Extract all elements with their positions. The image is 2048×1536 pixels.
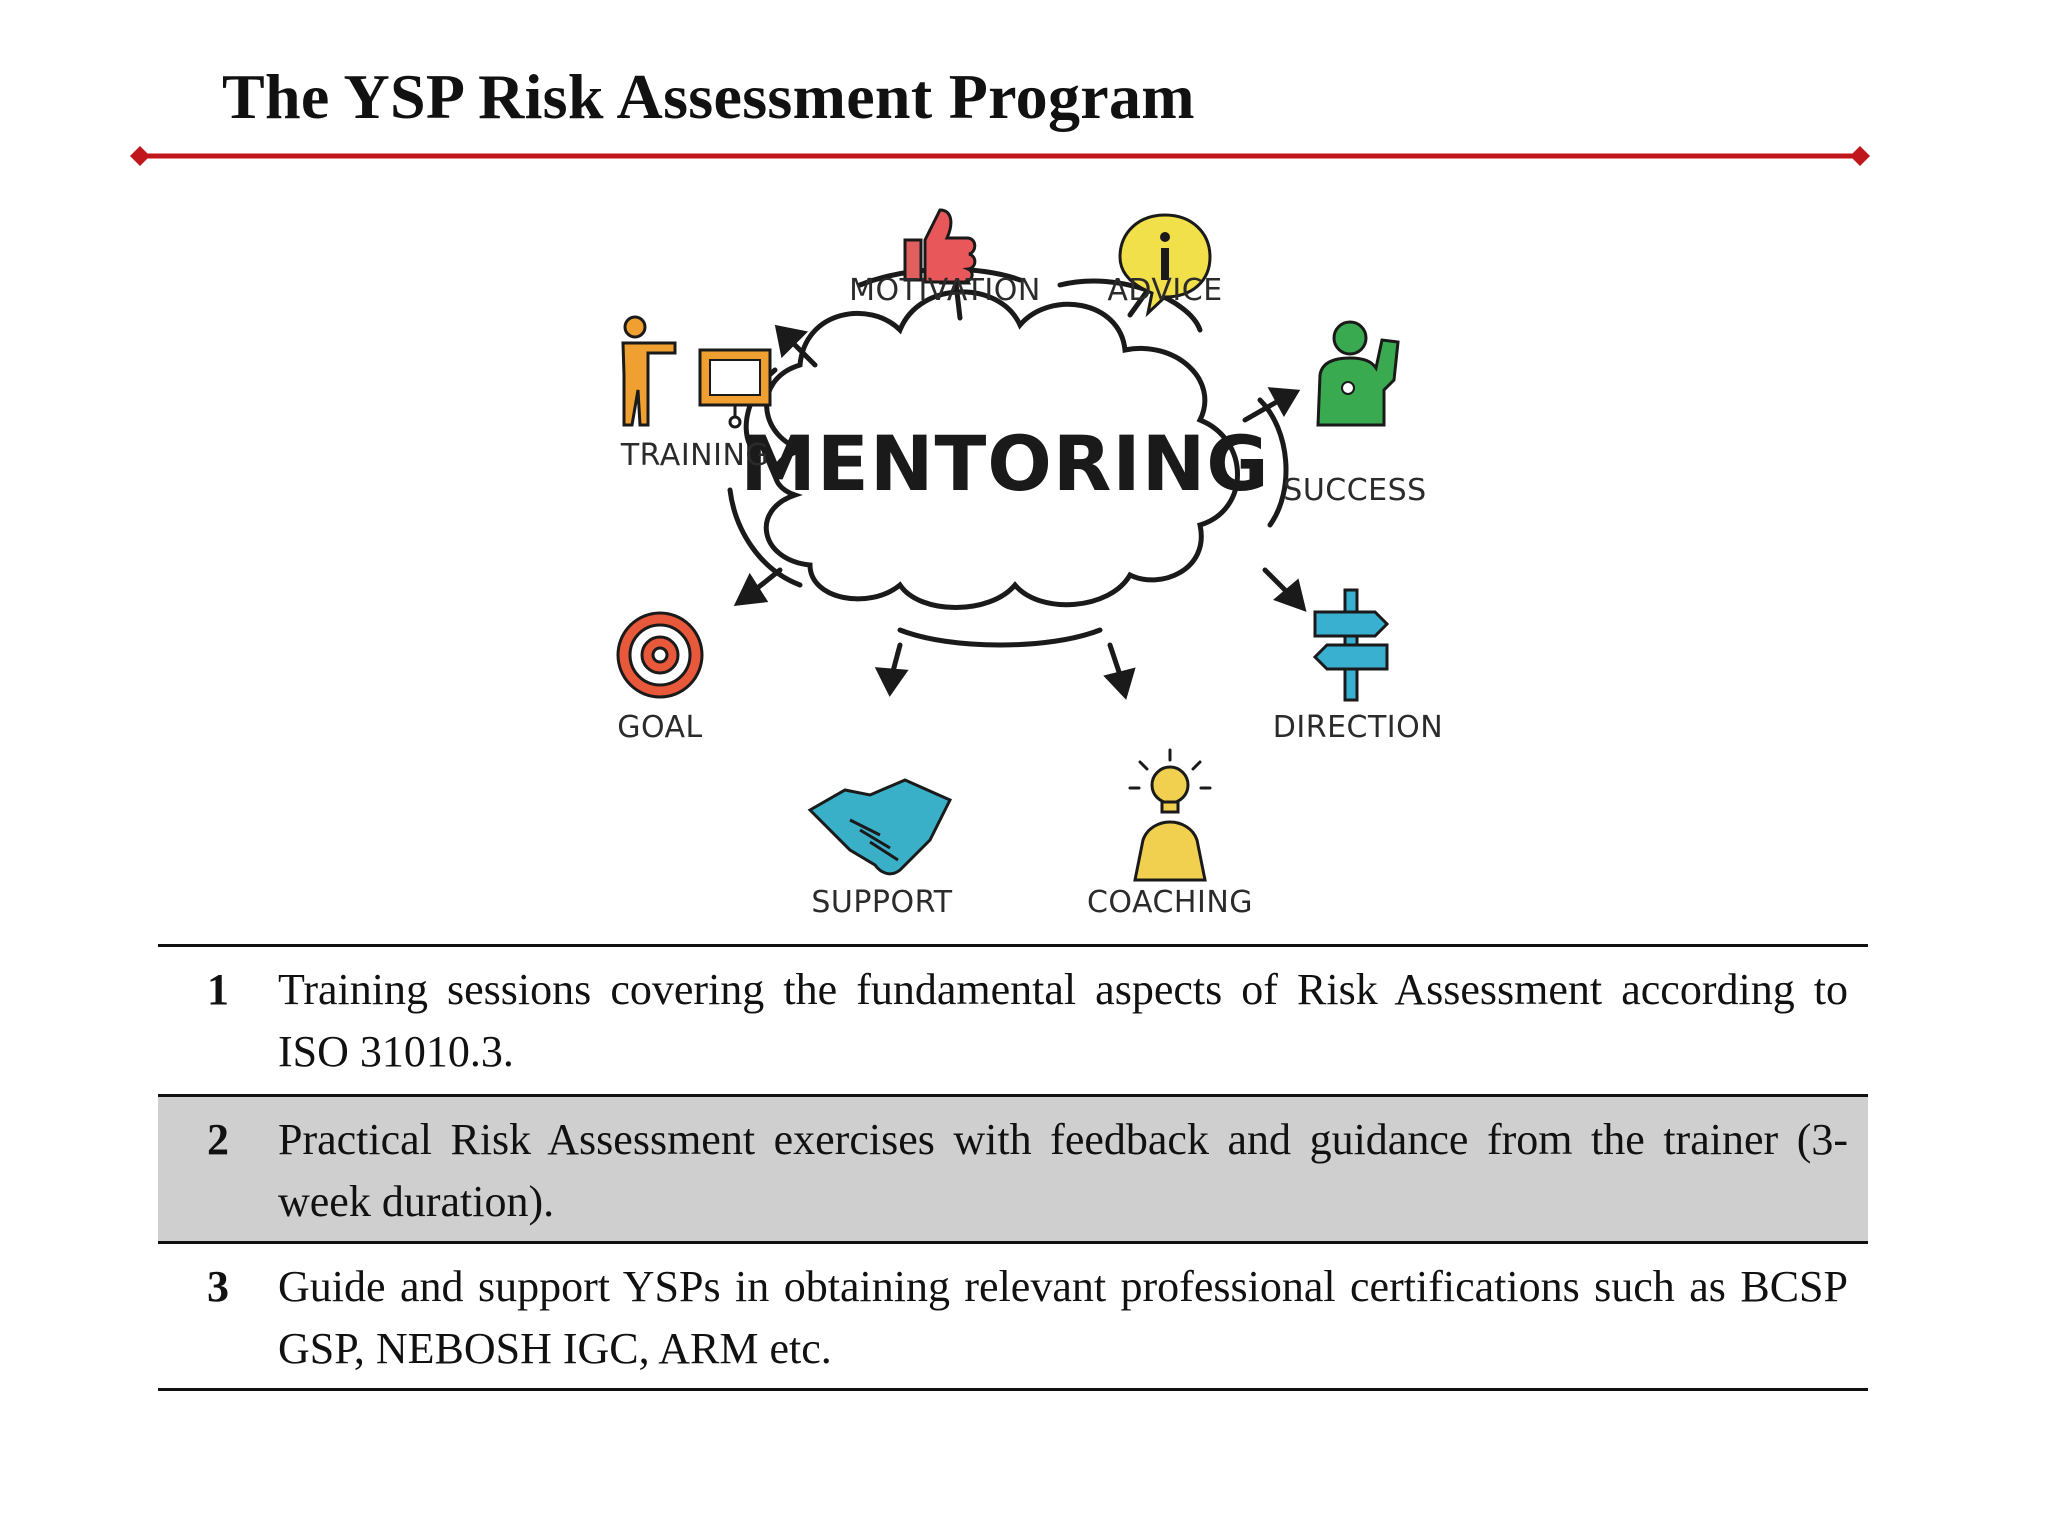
label-success: SUCCESS [1283, 473, 1427, 508]
page-title: The YSP Risk Assessment Program [222, 61, 1195, 132]
divider-left-diamond [130, 146, 150, 166]
program-items-table [158, 944, 1868, 1391]
handshake-icon [810, 780, 950, 874]
label-direction: DIRECTION [1272, 710, 1444, 745]
item-text: Training sessions covering the fundamental aspects of Risk Assessment according to ISO 31010.3. [278, 965, 1848, 1076]
signpost-icon [1315, 590, 1387, 700]
label-motivation: MOTIVATION [849, 273, 1041, 308]
item-text: Practical Risk Assessment exercises with feedback and guidance from the trainer (3-week duration). [278, 1115, 1848, 1226]
item-number: 2 [207, 1115, 229, 1164]
program-item [158, 1241, 1868, 1388]
center-label: MENTORING [740, 419, 1270, 508]
divider-right-diamond [1850, 146, 1870, 166]
label-advice: ADVICE [1107, 273, 1223, 308]
target-icon [618, 613, 702, 697]
item-number: 3 [207, 1262, 229, 1311]
label-coaching: COACHING [1086, 885, 1254, 920]
label-support: SUPPORT [811, 885, 953, 920]
label-training: TRAINING [620, 438, 770, 473]
item-text: Guide and support YSPs in obtaining relevant professional certifications such as BCSP GSP, NEBOSH IGC, ARM etc. [278, 1262, 1848, 1373]
lightbulb-person-icon [1130, 750, 1210, 880]
program-item [158, 947, 1868, 1094]
title-divider [130, 140, 1870, 172]
label-goal: GOAL [617, 710, 703, 745]
program-item [158, 1094, 1868, 1241]
mentoring-diagram [600, 190, 1460, 930]
item-number: 1 [207, 965, 229, 1014]
thumbs-up-icon [905, 210, 975, 282]
success-person-icon [1318, 322, 1398, 425]
